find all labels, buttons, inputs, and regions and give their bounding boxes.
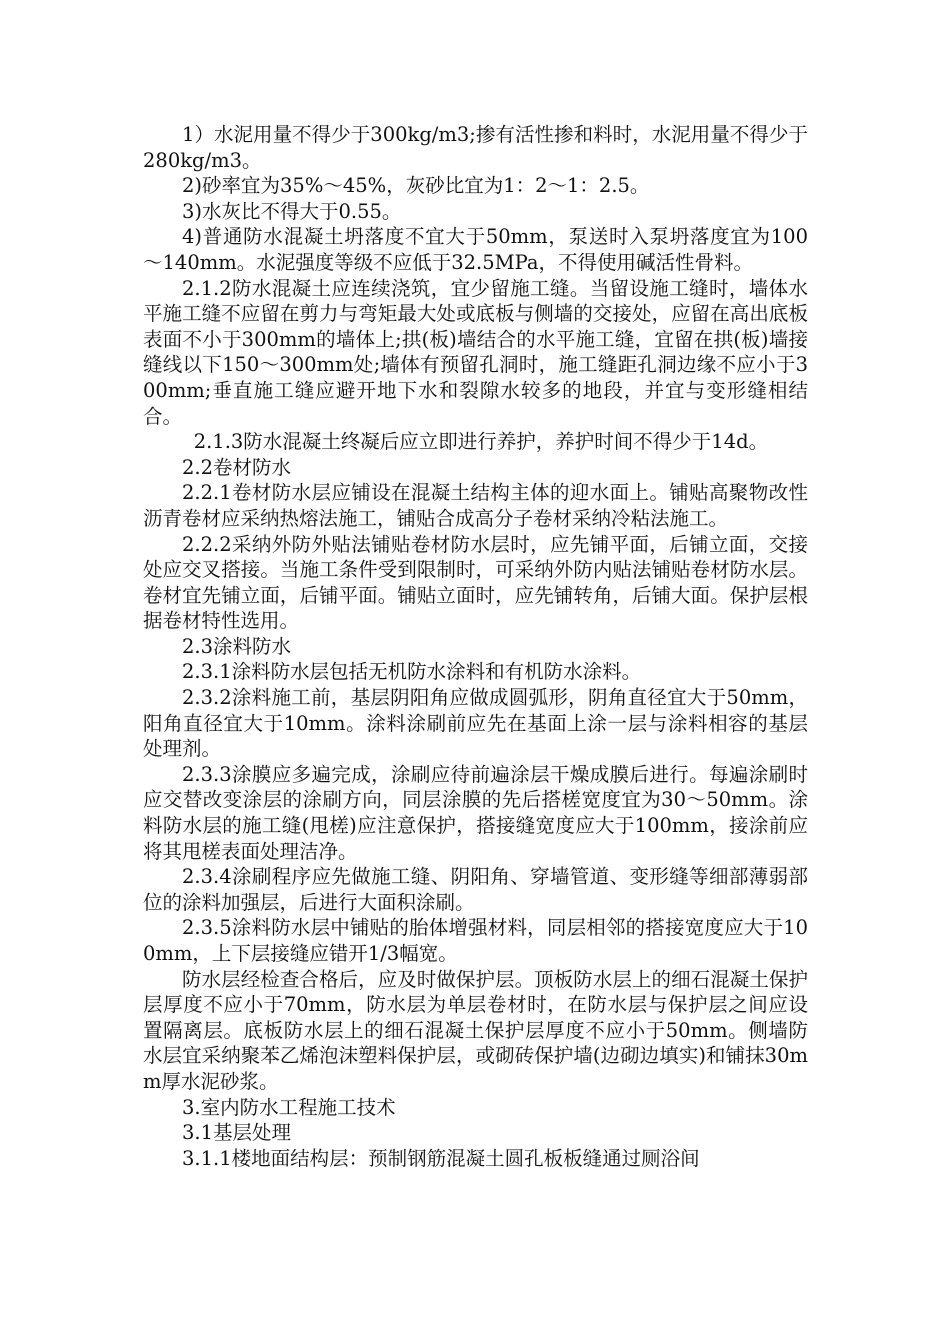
paragraph-2-3-3: 2.3.3涂膜应多遍完成，涂刷应待前遍涂层干燥成膜后进行。每遍涂刷时应交替改变涂层的涂刷方向，同层涂膜的先后搭槎宽度宜为30～50mm。涂料防水层的施工缝(甩槎)应注意保护，搭接缝宽度应大于100mm，接涂前应将其甩槎表面处理洁净。 xyxy=(143,762,808,863)
paragraph-water-cement-ratio: 3)水灰比不得大于0.55。 xyxy=(182,199,402,223)
paragraph-cement-dosage: 1）水泥用量不得少于300kg/m3;掺有活性掺和料时，水泥用量不得少于280kg/m3。 xyxy=(143,123,808,172)
paragraph-slump: 4)普通防水混凝土坍落度不宜大于50mm，泵送时入泵坍落度宜为100～140mm。水泥强度等级不应低于32.5MPa，不得使用碱活性骨料。 xyxy=(143,225,808,274)
heading-3: 3.室内防水工程施工技术 xyxy=(182,1095,396,1119)
paragraph-2-2-2: 2.2.2采纳外防外贴法铺贴卷材防水层时，应先铺平面，后铺立面，交接处应交叉搭接。当施工条件受到限制时，可采纳外防内贴法铺贴卷材防水层。卷材宜先铺立面，后铺平面。铺贴立面时，应先铺转角，后铺大面。保护层根据卷材特性选用。 xyxy=(143,532,808,633)
paragraph-2-1-3: 2.1.3防水混凝土终凝后应立即进行养护，养护时间不得少于14d。 xyxy=(193,430,769,454)
paragraph-2-1-2: 2.1.2防水混凝土应连续浇筑，宜少留施工缝。当留设施工缝时，墙体水平施工缝不应留在剪力与弯矩最大处或底板与侧墙的交接处，应留在高出底板表面不小于300mm的墙体上;拱(板)墙结合的水平施工缝，宜留在拱(板)墙接缝线以下150～300mm处;墙体有预留孔洞时，施工缝距孔洞边缘不应小于300mm;垂直施工缝应避开地下水和裂隙水较多的地段，并宜与变形缝相结合。 xyxy=(143,276,808,428)
paragraph-2-3-4: 2.3.4涂刷程序应先做施工缝、阴阳角、穿墙管道、变形缝等细部薄弱部位的涂料加强层，后进行大面积涂刷。 xyxy=(143,865,808,914)
paragraph-2-3-5: 2.3.5涂料防水层中铺贴的胎体增强材料，同层相邻的搭接宽度应大于100mm，上下层接缝应错开1/3幅宽。 xyxy=(143,916,808,965)
heading-2-2: 2.2卷材防水 xyxy=(182,455,292,479)
document-body xyxy=(143,122,808,1171)
paragraph-2-3-1: 2.3.1涂料防水层包括无机防水涂料和有机防水涂料。 xyxy=(182,660,642,684)
paragraph-3-1-1: 3.1.1楼地面结构层：预制钢筋混凝土圆孔板板缝通过厕浴间 xyxy=(182,1146,700,1170)
paragraph-protection-layer: 防水层经检查合格后，应及时做保护层。顶板防水层上的细石混凝土保护层厚度不应小于70mm，防水层为单层卷材时，在防水层与保护层之间应设置隔离层。底板防水层上的细石混凝土保护层厚度不应小于50mm。侧墙防水层宜采纳聚苯乙烯泡沫塑料保护层，或砌砖保护墙(边砌边填实)和铺抹30mm厚水泥砂浆。 xyxy=(143,967,808,1093)
heading-2-3: 2.3涂料防水 xyxy=(182,634,292,658)
paragraph-2-3-2: 2.3.2涂料施工前，基层阴阳角应做成圆弧形，阴角直径宜大于50mm，阳角直径宜大于10mm。涂料涂刷前应先在基面上涂一层与涂料相容的基层处理剂。 xyxy=(143,686,808,761)
paragraph-sand-ratio: 2)砂率宜为35%～45%，灰砂比宜为1：2～1：2.5。 xyxy=(182,174,650,198)
heading-3-1: 3.1基层处理 xyxy=(182,1121,292,1145)
paragraph-2-2-1: 2.2.1卷材防水层应铺设在混凝土结构主体的迎水面上。铺贴高聚物改性沥青卷材应采纳热熔法施工，铺贴合成高分子卷材采纳冷粘法施工。 xyxy=(143,481,808,530)
